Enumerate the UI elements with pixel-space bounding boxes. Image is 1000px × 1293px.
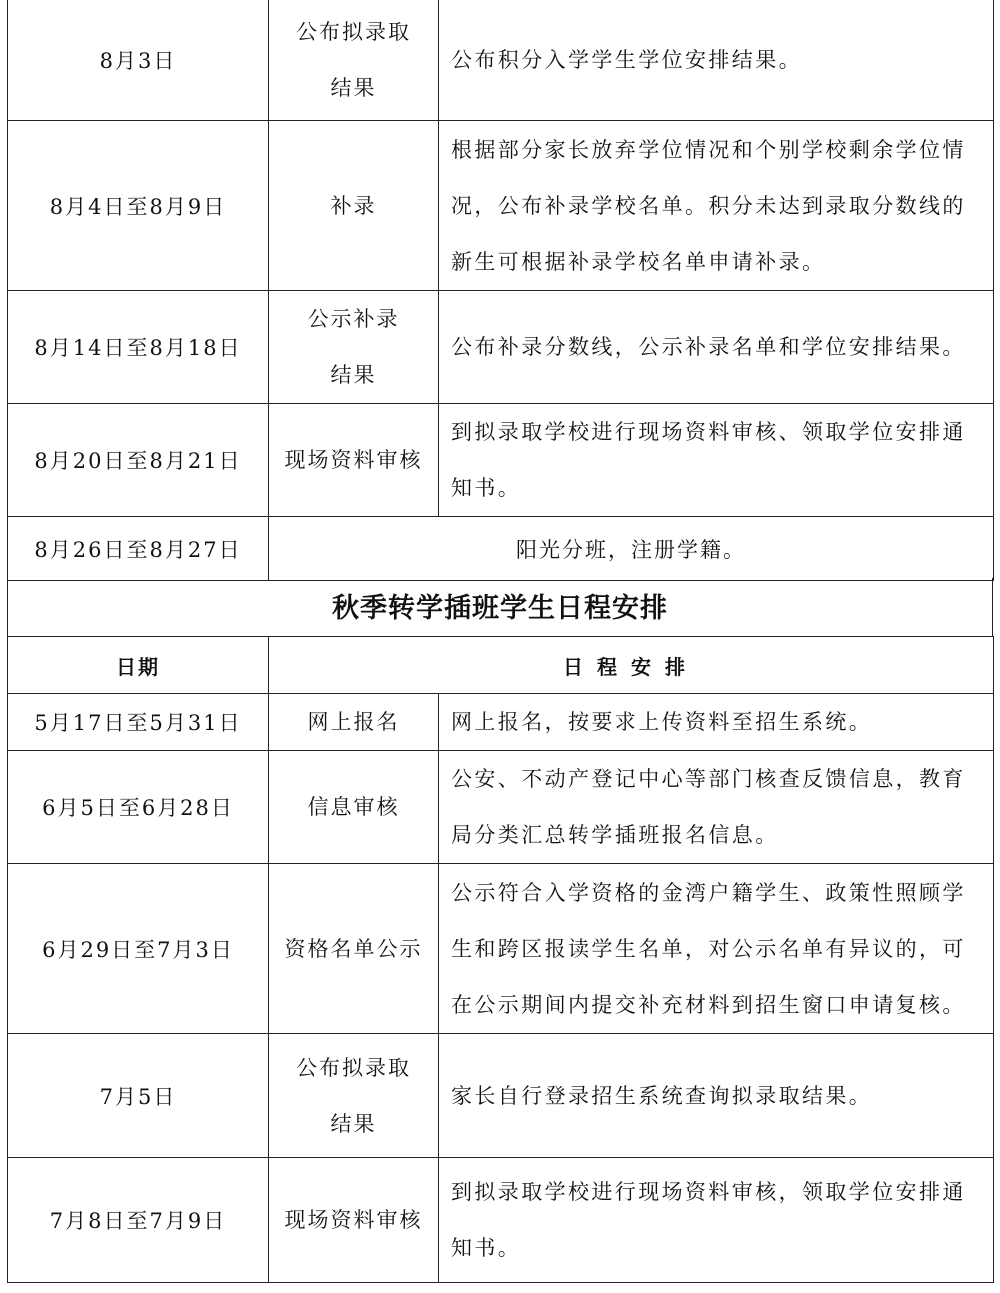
section-title: 秋季转学插班学生日程安排 [332,593,668,624]
table-row [8,517,994,581]
date-cell: 8月4日至8月9日 [8,121,269,291]
action-cell: 网上报名 [269,694,439,751]
description-cell: 到拟录取学校进行现场资料审核、领取学位安排通知书。 [439,404,994,517]
date-cell: 8月14日至8月18日 [8,291,269,404]
table-row [8,0,994,121]
action-cell: 现场资料审核 [269,1158,439,1283]
admission-schedule-table [7,0,994,581]
action-cell: 公布拟录取 结果 [269,0,439,121]
date-cell: 5月17日至5月31日 [8,694,269,751]
table-row [8,694,994,751]
date-header: 日期 [8,637,269,694]
table-row [8,291,994,404]
merged-description-cell: 阳光分班，注册学籍。 [269,517,994,581]
transfer-schedule-table [7,636,994,1283]
table-row [8,1034,994,1158]
table-row [8,1158,994,1283]
schedule-header: 日程安排 [269,637,994,694]
description-cell: 公布补录分数线，公示补录名单和学位安排结果。 [439,291,994,404]
date-cell: 7月5日 [8,1034,269,1158]
description-cell: 公示符合入学资格的金湾户籍学生、政策性照顾学生和跨区报读学生名单，对公示名单有异议的，可在公示期间内提交补充材料到招生窗口申请复核。 [439,864,994,1034]
date-cell: 6月29日至7月3日 [8,864,269,1034]
action-cell: 公布拟录取 结果 [269,1034,439,1158]
description-cell: 公布积分入学学生学位安排结果。 [439,0,994,121]
date-cell: 8月20日至8月21日 [8,404,269,517]
table-row [8,121,994,291]
date-cell: 6月5日至6月28日 [8,751,269,864]
action-cell: 资格名单公示 [269,864,439,1034]
date-cell: 8月3日 [8,0,269,121]
description-cell: 家长自行登录招生系统查询拟录取结果。 [439,1034,994,1158]
date-cell: 8月26日至8月27日 [8,517,269,581]
action-cell: 现场资料审核 [269,404,439,517]
table-row [8,751,994,864]
table-header-row [8,637,994,694]
date-cell: 7月8日至7月9日 [8,1158,269,1283]
table-row [8,404,994,517]
table-row [8,864,994,1034]
description-cell: 公安、不动产登记中心等部门核查反馈信息，教育局分类汇总转学插班报名信息。 [439,751,994,864]
action-cell: 补录 [269,121,439,291]
description-cell: 到拟录取学校进行现场资料审核，领取学位安排通知书。 [439,1158,994,1283]
action-cell: 公示补录 结果 [269,291,439,404]
description-cell: 根据部分家长放弃学位情况和个别学校剩余学位情况，公布补录学校名单。积分未达到录取分数线的新生可根据补录学校名单申请补录。 [439,121,994,291]
description-cell: 网上报名，按要求上传资料至招生系统。 [439,694,994,751]
action-cell: 信息审核 [269,751,439,864]
